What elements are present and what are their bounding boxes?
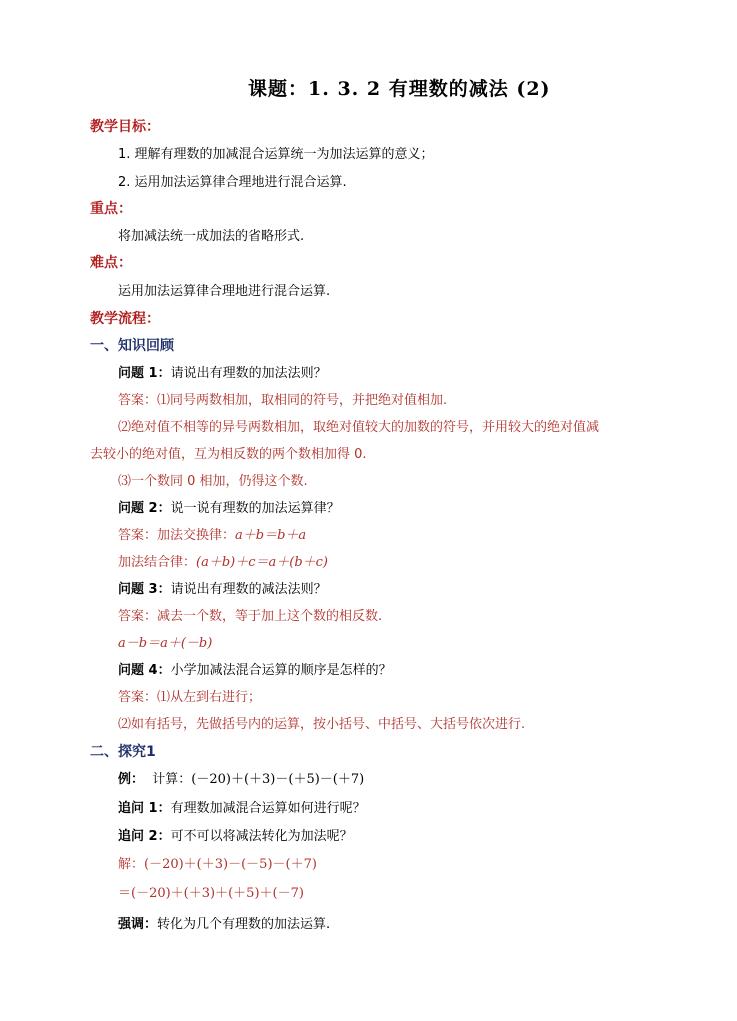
question-1 — [118, 365, 327, 383]
objective-item: 1. 理解有理数的加减混合运算统一为加法运算的意义； — [118, 147, 434, 162]
math-formula: (a＋b)＋c＝a＋(b＋c) — [196, 555, 329, 570]
question-label: 问题 3： — [118, 582, 171, 597]
section1-heading: 一、知识回顾 — [90, 338, 174, 354]
question-text: 请说出有理数的加法法则？ — [170, 366, 327, 381]
answer-line — [118, 527, 306, 545]
process-heading: 教学流程： — [90, 311, 160, 327]
question-label: 问题 4： — [118, 663, 171, 678]
follow-up-2 — [118, 828, 353, 846]
section2-heading: 二、探究1 — [90, 744, 156, 760]
question-label: 问题 1： — [118, 366, 171, 381]
difficulty-heading: 难点： — [90, 255, 132, 271]
key-point-text: 将加减法统一成加法的省略形式. — [118, 229, 305, 244]
key-point-heading: 重点： — [90, 201, 132, 217]
question-text: 小学加减法混合运算的顺序是怎样的？ — [170, 663, 392, 678]
answer-line: ⑵如有括号，先做括号内的运算，按小括号、中括号、大括号依次进行. — [118, 717, 526, 732]
follow-up-1 — [118, 800, 366, 818]
answer-line: ⑵绝对值不相等的异号两数相加，取绝对值较大的加数的符号，并用较大的绝对值减 — [118, 420, 600, 435]
math-formula: a＋b＝b＋a — [235, 528, 307, 543]
objective-item: 2. 运用加法运算律合理地进行混合运算. — [118, 175, 347, 190]
example-text: 计算：(－20)＋(＋3)－(＋5)－(＋7) — [152, 772, 365, 787]
math-formula: a－b＝a＋(－b) — [118, 636, 213, 651]
answer-line: 答案：⑴从左到右进行； — [118, 690, 262, 705]
follow-up-label: 追问 1： — [118, 801, 171, 816]
difficulty-text: 运用加法运算律合理地进行混合运算. — [118, 284, 331, 299]
answer-line: ⑶一个数同 0 相加，仍得这个数. — [118, 474, 308, 489]
objectives-heading: 教学目标： — [90, 119, 160, 135]
answer-line: 答案：减去一个数，等于加上这个数的相反数. — [118, 609, 383, 624]
emphasis-label: 强调： — [118, 917, 158, 932]
solution-line: ＝(－20)＋(＋3)＋(＋5)＋(－7) — [118, 886, 304, 901]
page-title: 课题：1. 3. 2 有理数的减法 (2) — [248, 78, 551, 100]
example-label: 例： — [118, 772, 145, 787]
answer-line: 去较小的绝对值，互为相反数的两个数相加得 0. — [90, 447, 367, 462]
question-3 — [118, 581, 327, 599]
answer-line — [118, 554, 328, 572]
question-text: 说一说有理数的加法运算律？ — [170, 501, 340, 516]
answer-line: 答案：⑴同号两数相加，取相同的符号，并把绝对值相加. — [118, 393, 448, 408]
question-2 — [118, 500, 340, 518]
answer-prefix: 答案：加法交换律： — [118, 528, 236, 543]
follow-up-text: 有理数加减混合运算如何进行呢？ — [170, 801, 366, 816]
solution-line: 解：(－20)＋(＋3)－(－5)－(＋7) — [118, 857, 317, 872]
question-4 — [118, 662, 392, 680]
follow-up-label: 追问 2： — [118, 829, 171, 844]
question-label: 问题 2： — [118, 501, 171, 516]
follow-up-text: 可不可以将减法转化为加法呢？ — [170, 829, 353, 844]
emphasis-text: 转化为几个有理数的加法运算. — [157, 917, 331, 932]
question-text: 请说出有理数的减法法则？ — [170, 582, 327, 597]
answer-prefix: 加法结合律： — [118, 555, 197, 570]
example — [118, 771, 364, 789]
emphasis — [118, 916, 330, 934]
